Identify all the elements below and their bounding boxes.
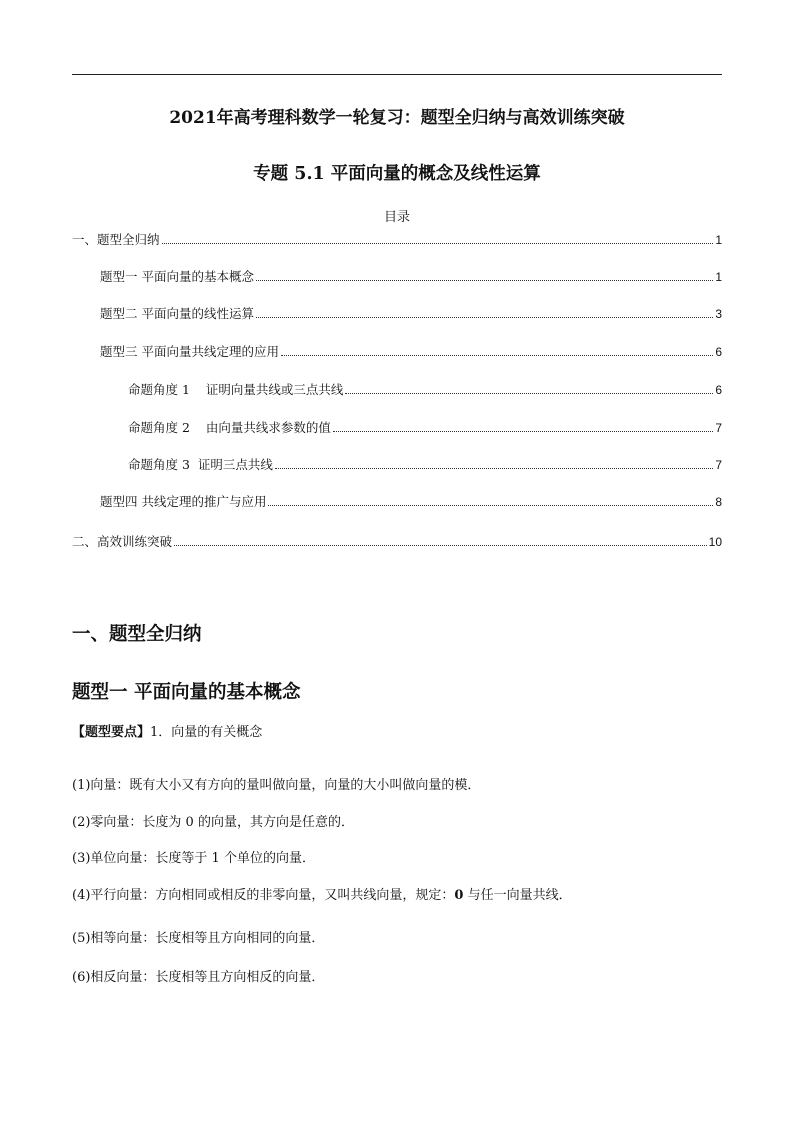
toc-entry[interactable] [72,534,722,550]
toc-entry[interactable] [128,420,722,436]
key-points-paragraph [72,724,262,742]
toc-entry-label: 命题角度 2 由向量共线求参数的值 [128,420,331,435]
toc-page-number: 7 [715,421,722,435]
toc-page-number: 3 [715,307,722,321]
toc-page-number: 6 [715,345,722,359]
toc-entry-label: 题型二 平面向量的线性运算 [100,306,254,321]
toc-entry-label: 命题角度 3 证明三点共线 [128,457,273,472]
definition-paragraph [72,887,572,905]
toc-leader [174,545,707,546]
toc-entry[interactable] [100,494,722,510]
toc-leader [162,243,714,244]
definition-paragraph: (5)相等向量：长度相等且方向相同的向量． [72,931,325,946]
definition-paragraph: (6)相反向量：长度相等且方向相反的向量． [72,970,325,985]
topic-subtitle: 专题 5.1 平面向量的概念及线性运算 [253,164,541,184]
toc-entry-label: 题型四 共线定理的推广与应用 [100,494,267,509]
toc-page-number: 7 [715,458,722,472]
toc-entry[interactable] [100,269,722,285]
toc-entry[interactable] [100,344,722,360]
toc-page-number: 1 [715,270,722,284]
toc-leader [281,355,713,356]
toc-leader [345,393,713,394]
toc-page-number: 1 [715,233,722,247]
toc-heading: 目录 [383,210,410,225]
definition-paragraph: (3)单位向量：长度等于 1 个单位的向量． [72,851,315,866]
toc-leader [275,468,713,469]
toc-entry-label: 题型一 平面向量的基本概念 [100,269,254,284]
toc-page-number: 8 [715,495,722,509]
zero-vector-symbol: 0 [454,888,464,903]
document-title: 2021年高考理科数学一轮复习：题型全归纳与高效训练突破 [169,108,625,128]
topic-heading: 题型一 平面向量的基本概念 [72,682,301,703]
item4-text-post: 与任一向量共线． [463,888,572,903]
key-points-text: 1．向量的有关概念 [150,725,263,740]
toc-leader [333,431,713,432]
toc-leader [256,280,713,281]
toc-entry[interactable] [72,232,722,248]
definition-paragraph: (2)零向量：长度为 0 的向量，其方向是任意的． [72,815,354,830]
toc-entry-label: 二、高效训练突破 [72,534,173,549]
toc-entry[interactable] [128,382,722,398]
toc-page-number: 6 [715,383,722,397]
toc-leader [268,505,713,506]
header-rule [72,74,722,75]
key-points-label: 【题型要点】 [72,725,151,740]
toc-entry[interactable] [100,306,722,322]
toc-entry-label: 命题角度 1 证明向量共线或三点共线 [128,382,344,397]
toc-leader [256,317,713,318]
toc-page-number: 10 [708,535,722,549]
section-heading: 一、题型全归纳 [72,624,202,645]
toc-entry-label: 题型三 平面向量共线定理的应用 [100,344,279,359]
toc-entry-label: 一、题型全归纳 [72,232,160,247]
item4-text-pre: (4)平行向量：方向相同或相反的非零向量，又叫共线向量，规定： [72,888,455,903]
toc-entry[interactable] [128,457,722,473]
definition-paragraph: (1)向量：既有大小又有方向的量叫做向量，向量的大小叫做向量的模． [72,778,481,793]
